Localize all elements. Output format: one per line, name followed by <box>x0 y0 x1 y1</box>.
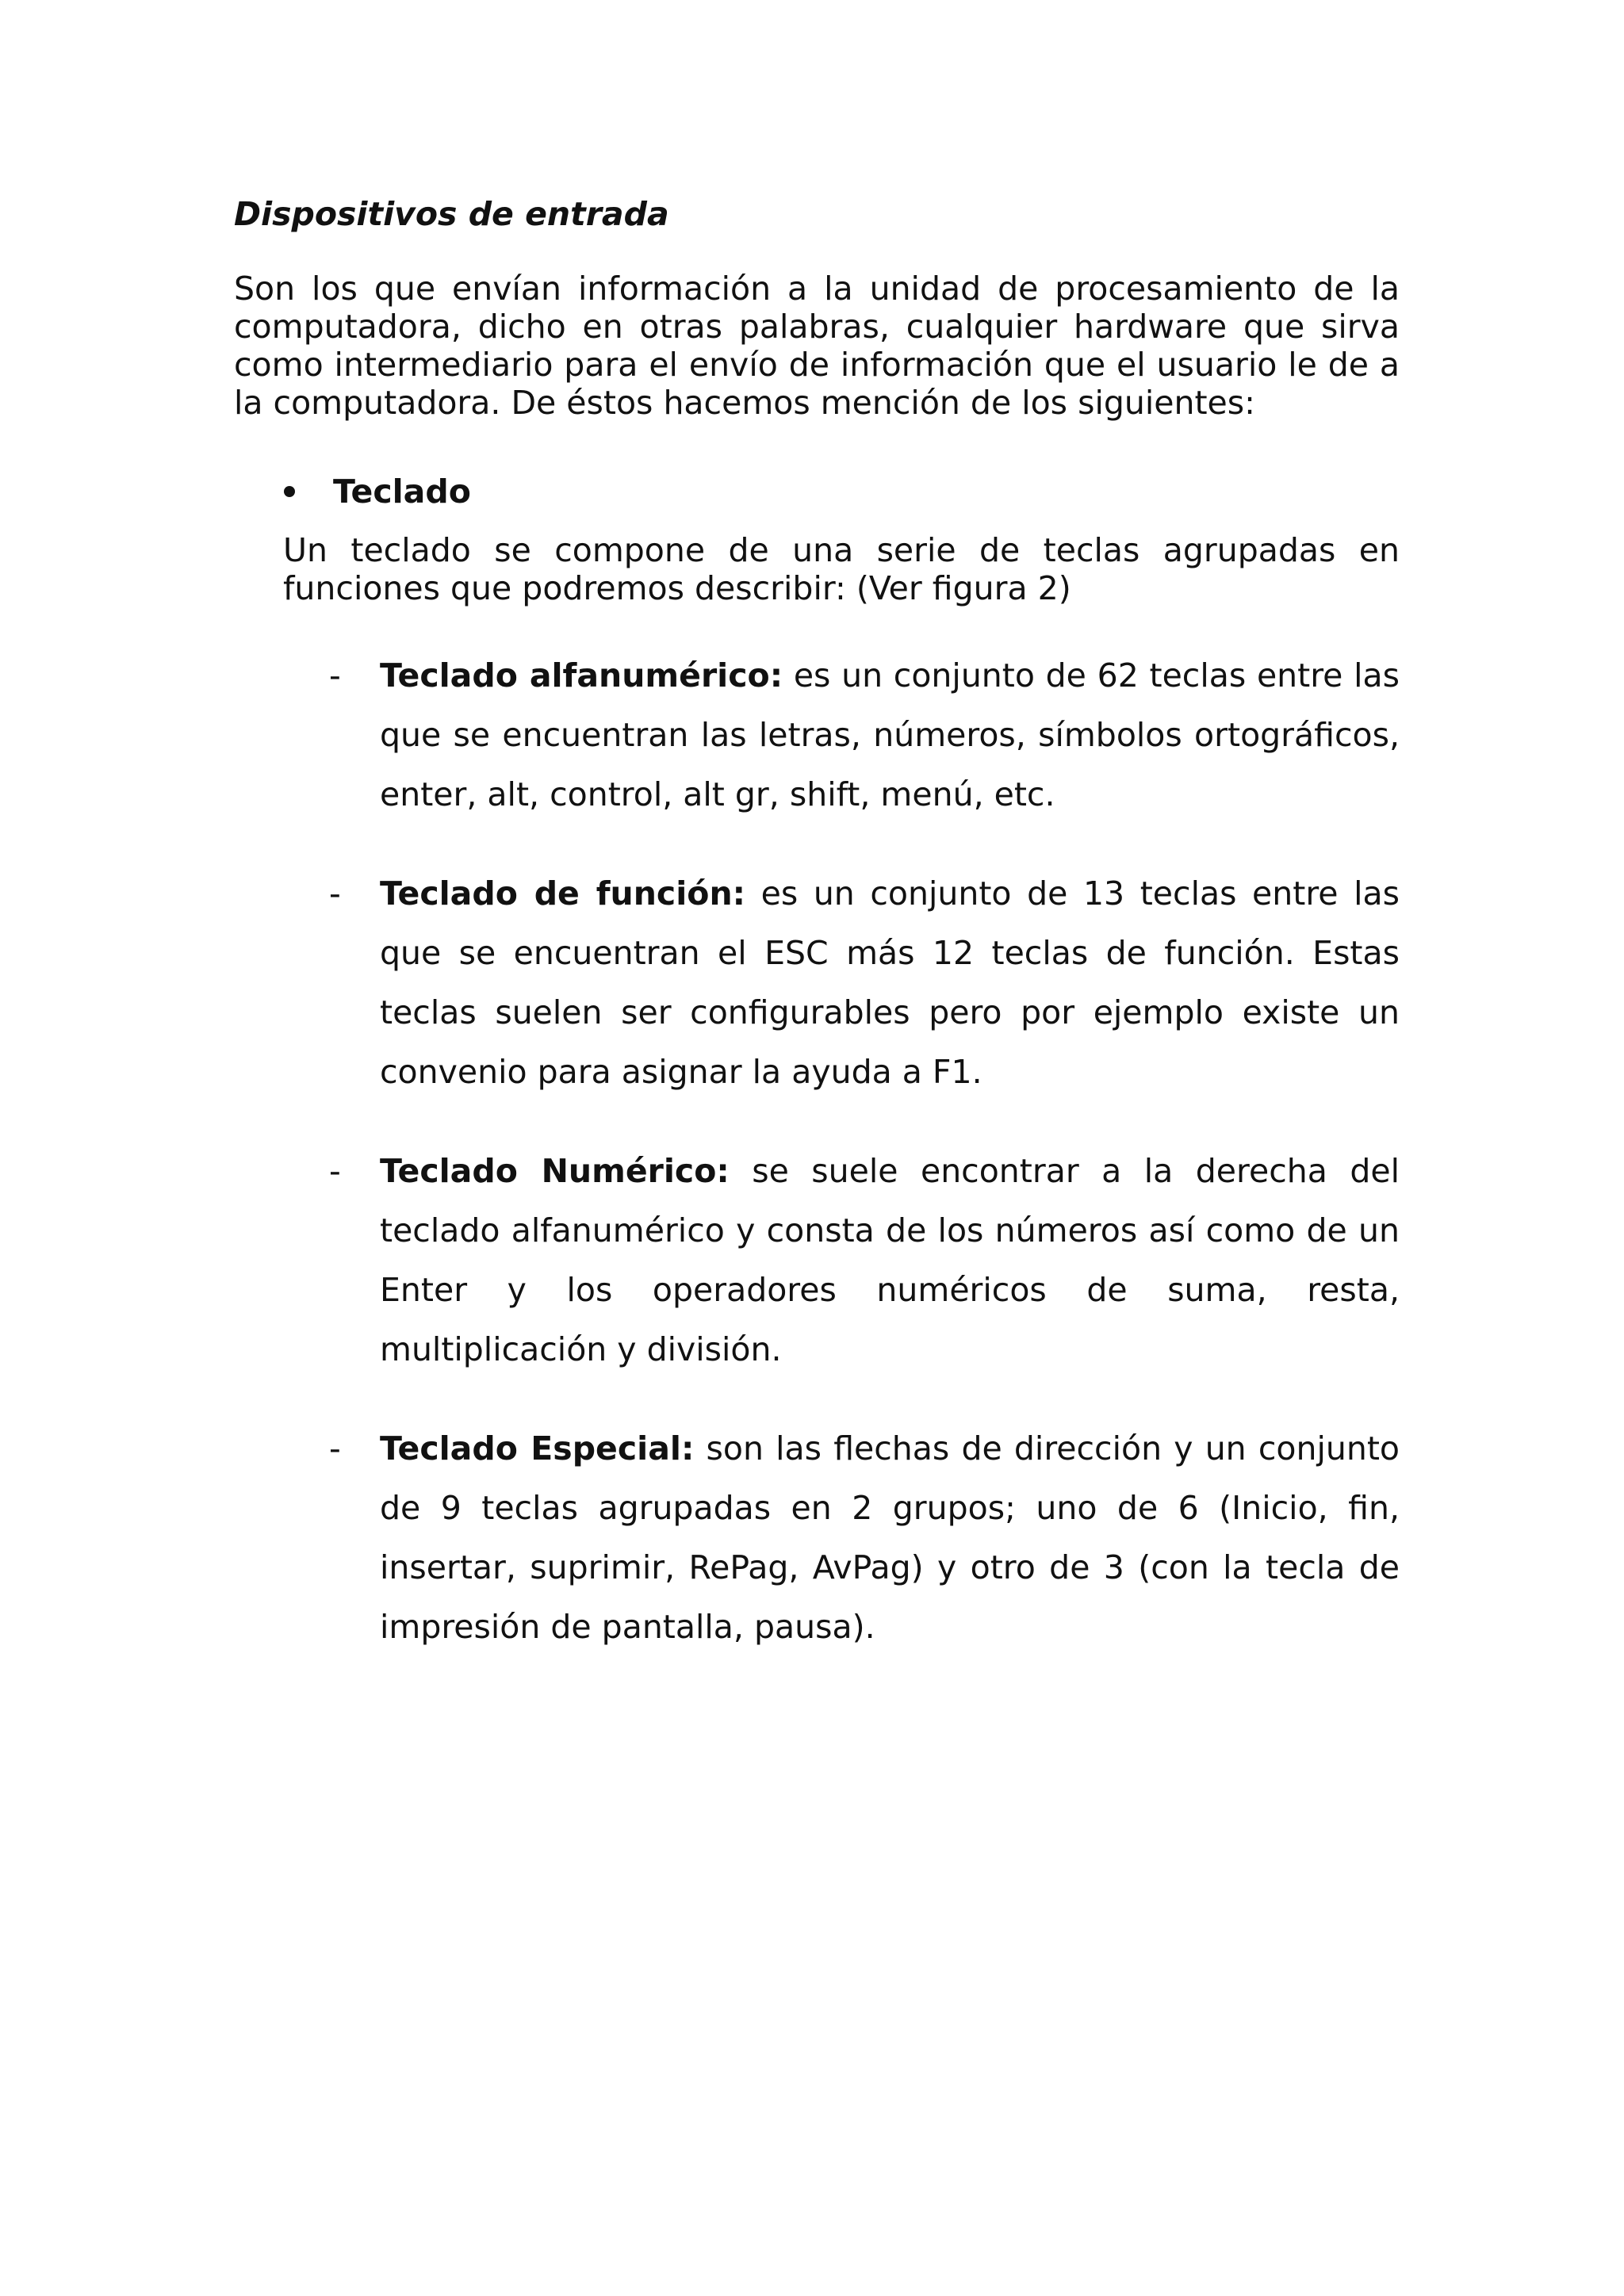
list-item <box>329 1419 1400 1657</box>
list-item-description: son las flechas de dirección y un conjunto de 9 teclas agrupadas en 2 grupos; uno de 6 (Inicio, fin, insertar, suprimir, RePag, AvPag) y otro de 3 (con la tecla de impresión de pantalla, pausa). <box>380 1429 1400 1646</box>
list-item-text <box>380 646 1400 825</box>
list-item-description: es un conjunto de 62 teclas entre las que se encuentran las letras, números, símbolos ortográficos, enter, alt, control, alt gr, shift, menú, etc. <box>380 656 1400 813</box>
list-item-text <box>380 1142 1400 1380</box>
list-item-text <box>380 864 1400 1102</box>
section-heading: Dispositivos de entrada <box>234 195 669 233</box>
list-item-description: es un conjunto de 13 teclas entre las que se encuentran el ESC más 12 teclas de función. Estas teclas suelen ser configurables pero por ejemplo existe un convenio para asignar la ayuda a F1. <box>380 874 1400 1091</box>
keyboard-types-list <box>329 646 1400 1697</box>
bullet-icon <box>284 486 295 497</box>
bullet-title: Teclado <box>333 473 471 511</box>
list-item-term: Teclado Numérico: <box>380 1152 730 1190</box>
dash-marker: - <box>329 1429 341 1468</box>
intro-paragraph: Son los que envían información a la unidad de procesamiento de la computadora, dicho en otras palabras, cualquier hardware que sirva como intermediario para el envío de información que el usuario le de a la computadora. De éstos hacemos mención de los siguientes: <box>234 270 1400 422</box>
dash-marker: - <box>329 656 341 695</box>
list-item-term: Teclado de función: <box>380 874 746 913</box>
dash-marker: - <box>329 874 341 913</box>
list-item <box>329 1142 1400 1380</box>
list-item <box>329 864 1400 1102</box>
list-item-text <box>380 1419 1400 1657</box>
bullet-item-teclado <box>284 469 471 514</box>
list-item-description: se suele encontrar a la derecha del teclado alfanumérico y consta de los números así como de un Enter y los operadores numéricos de suma, resta, multiplicación y división. <box>380 1152 1400 1368</box>
list-item-term: Teclado alfanumérico: <box>380 656 783 695</box>
dash-marker: - <box>329 1152 341 1190</box>
list-item <box>329 646 1400 825</box>
list-item-term: Teclado Especial: <box>380 1429 695 1468</box>
bullet-description: Un teclado se compone de una serie de teclas agrupadas en funciones que podremos describir: (Ver figura 2) <box>283 531 1400 607</box>
